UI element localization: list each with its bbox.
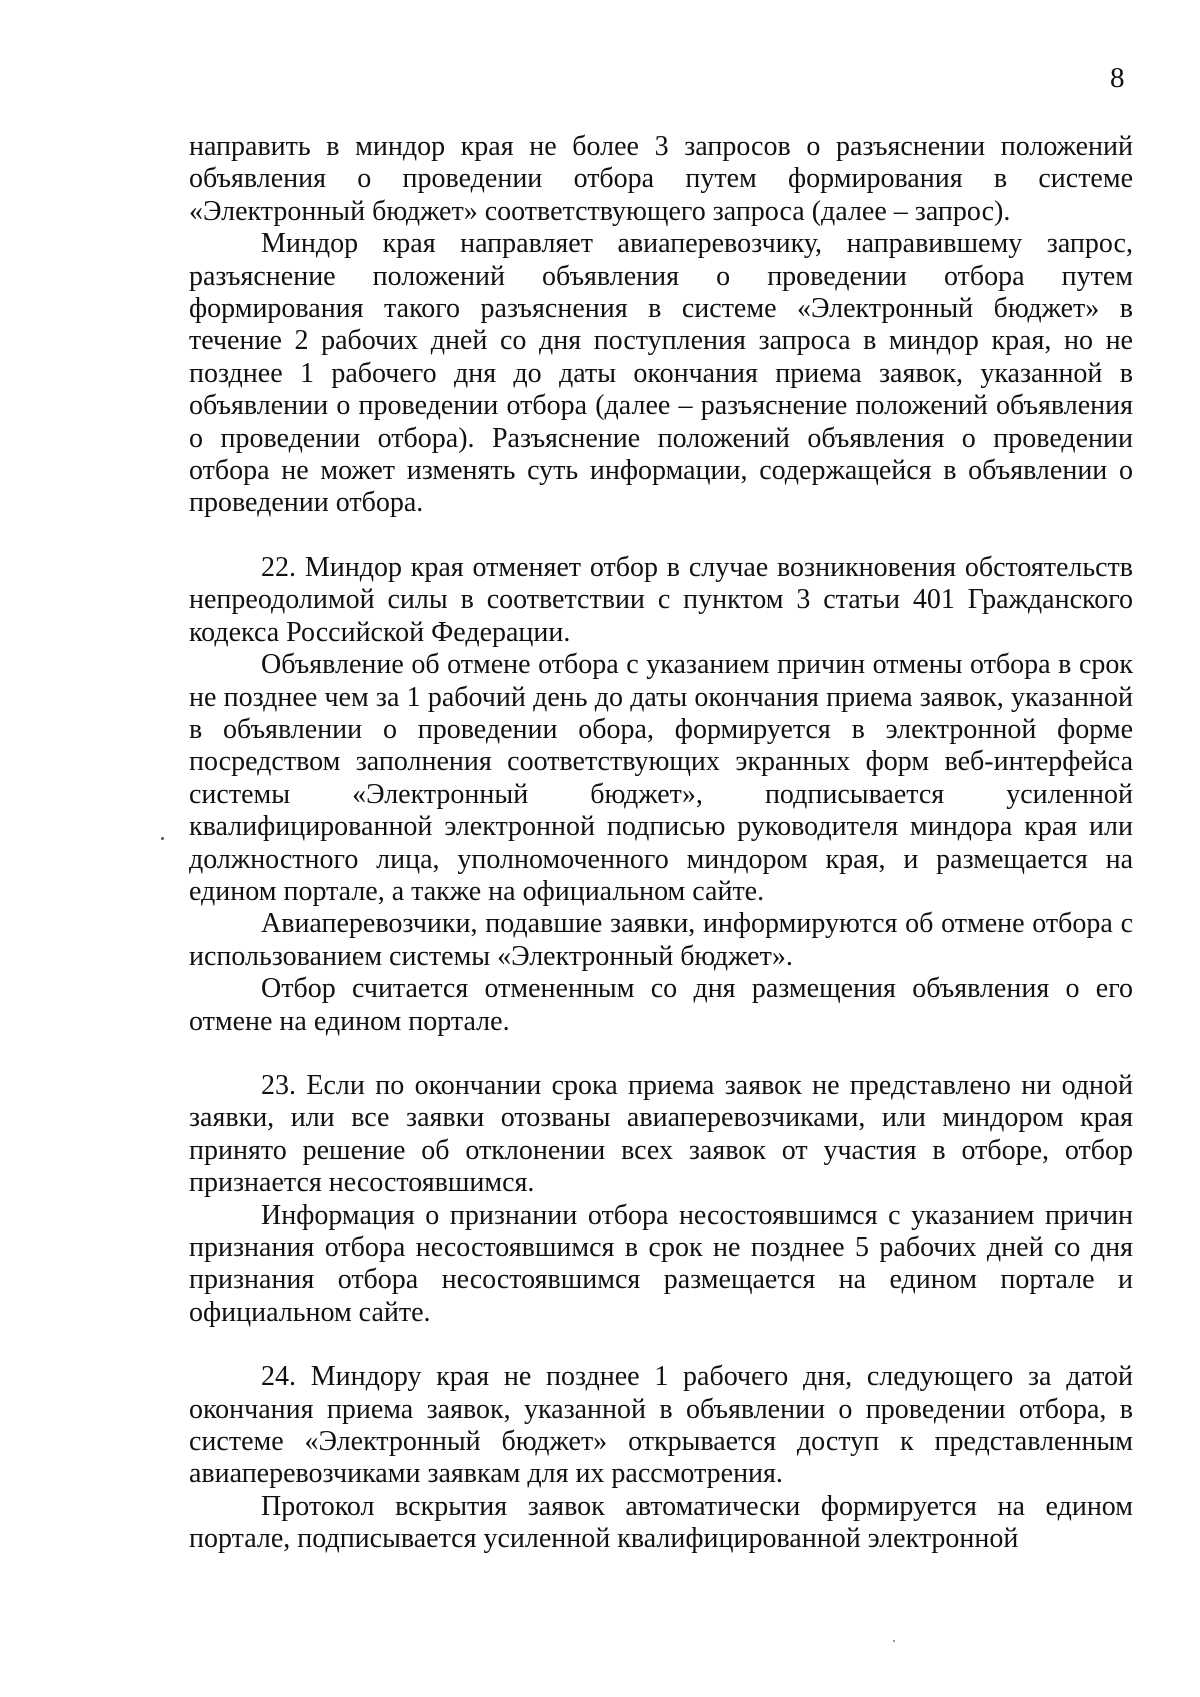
scan-speck bbox=[893, 1640, 895, 1642]
paragraph-p10: Протокол вскрытия заявок автоматически формируется на едином портале, подписывается усиленной квалифицированной электронной bbox=[189, 1490, 1133, 1555]
paragraph-p3: 22. Миндор края отменяет отбор в случае возникновения обстоятельств непреодолимой силы в соответствии с пунктом 3 статьи 401 Гражданского кодекса Российской Федерации. bbox=[189, 551, 1133, 648]
document-body bbox=[189, 131, 1133, 1556]
paragraph-p8: Информация о признании отбора несостоявшимся с указанием причин признания отбора несостоявшимся в срок не позднее 5 рабочих дней со дня признания отбора несостоявшимся размещается на едином портале и официальном сайте. bbox=[189, 1199, 1133, 1328]
scan-speck bbox=[161, 837, 164, 840]
paragraph-p2: Миндор края направляет авиаперевозчику, направившему запрос, разъяснение положений объявления о проведении отбора путем формирования такого разъяснения в системе «Электронный бюджет» в течение 2 рабочих дней со дня поступления запроса в миндор края, но не позднее 1 рабочего дня до даты окончания приема заявок, указанной в объявлении о проведении отбора (далее – разъяснение положений объявления о проведении отбора). Разъяснение положений объявления о проведении отбора не может изменять суть информации, содержащейся в объявлении о проведении отбора. bbox=[189, 228, 1133, 519]
paragraph-p1: направить в миндор края не более 3 запросов о разъяснении положений объявления о проведении отбора путем формирования в системе «Электронный бюджет» соответствующего запроса (далее – запрос). bbox=[189, 131, 1133, 227]
paragraph-p5: Авиаперевозчики, подавшие заявки, информируются об отмене отбора с использованием системы «Электронный бюджет». bbox=[189, 908, 1133, 972]
paragraph-p7: 23. Если по окончании срока приема заявок не представлено ни одной заявки, или все заявки отозваны авиаперевозчиками, или миндором края принято решение об отклонении всех заявок от участия в отборе, отбор признается несостоявшимся. bbox=[189, 1069, 1133, 1199]
paragraph-p9: 24. Миндору края не позднее 1 рабочего дня, следующего за датой окончания приема заявок, указанной в объявлении о проведении отбора, в системе «Электронный бюджет» открывается доступ к представленным авиаперевозчиками заявкам для их рассмотрения. bbox=[189, 1361, 1133, 1490]
page-number: 8 bbox=[1110, 62, 1125, 94]
paragraph-p6: Отбор считается отмененным со дня размещения объявления о его отмене на едином портале. bbox=[189, 973, 1133, 1037]
paragraph-p4: Объявление об отмене отбора с указанием причин отмены отбора в срок не позднее чем за 1 рабочий день до даты окончания приема заявок, указанной в объявлении о проведении обора, формируется в электронной форме посредством заполнения соответствующих экранных форм веб-интерфейса системы «Электронный бюджет», подписывается усиленной квалифицированной электронной подписью руководителя миндора края или должностного лица, уполномоченного миндором края, и размещается на едином портале, а также на официальном сайте. bbox=[189, 649, 1133, 907]
